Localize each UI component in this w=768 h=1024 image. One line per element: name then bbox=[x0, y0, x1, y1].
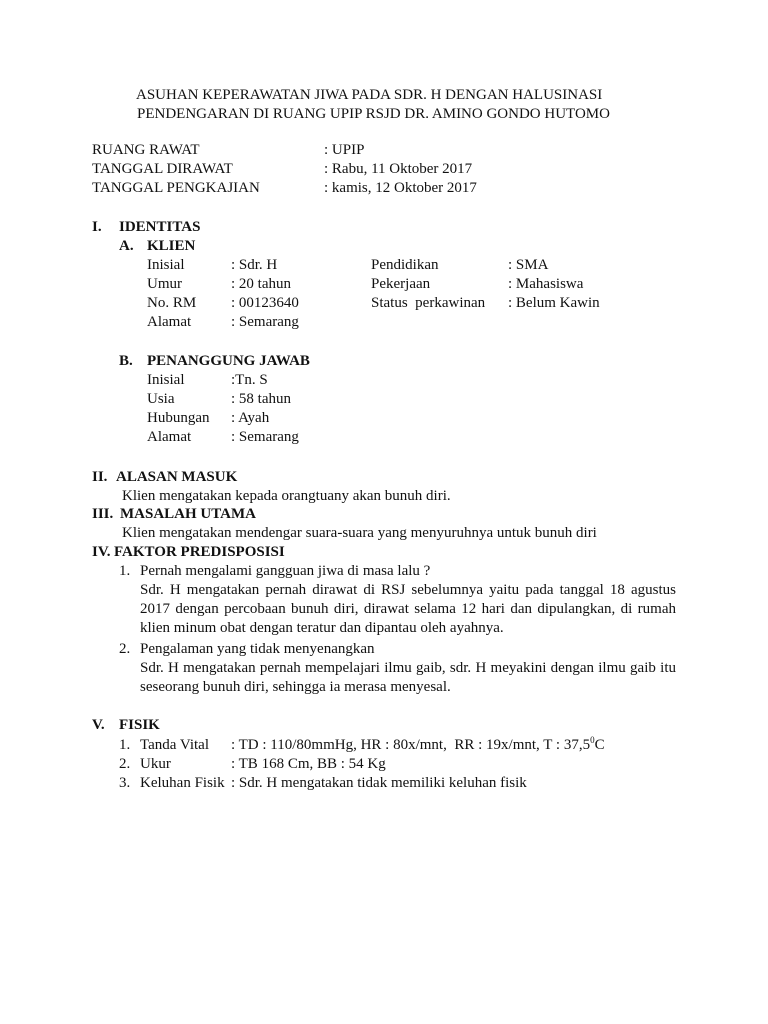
klien-label-pekerjaan: Pekerjaan bbox=[371, 276, 431, 292]
section-number-identitas: I. bbox=[92, 219, 102, 235]
penanggung-value-hubungan: : Ayah bbox=[231, 410, 270, 426]
klien-value-alamat: : Semarang bbox=[231, 314, 299, 330]
fisik-item-1-number: 1. bbox=[119, 737, 131, 753]
fisik-item-3-value: : Sdr. H mengatakan tidak memiliki keluhan fisik bbox=[231, 775, 527, 791]
fisik-item-2-number: 2. bbox=[119, 756, 131, 772]
alasan-text: Klien mengatakan kepada orangtuany akan bunuh diri. bbox=[122, 488, 451, 504]
section-heading-identitas: IDENTITAS bbox=[119, 219, 201, 235]
penanggung-label-hubungan: Hubungan bbox=[147, 410, 210, 426]
klien-label-umur: Umur bbox=[147, 276, 182, 292]
section-heading-alasan: ALASAN MASUK bbox=[116, 469, 238, 485]
klien-label-inisial: Inisial bbox=[147, 257, 185, 273]
fisik-item-1-superscript: 0 bbox=[590, 735, 595, 745]
document-title-line-2: PENDENGARAN DI RUANG UPIP RSJD DR. AMINO GONDO HUTOMO bbox=[137, 106, 610, 122]
klien-value-pendidikan: : SMA bbox=[508, 257, 549, 273]
section-number-faktor: IV. bbox=[92, 544, 111, 560]
fisik-item-1-label: Tanda Vital bbox=[140, 737, 210, 753]
penanggung-label-alamat: Alamat bbox=[147, 429, 192, 445]
section-number-alasan: II. bbox=[92, 469, 108, 485]
klien-label-alamat: Alamat bbox=[147, 314, 192, 330]
fisik-item-2-value: : TB 168 Cm, BB : 54 Kg bbox=[231, 756, 386, 772]
fisik-item-1-value-line bbox=[231, 736, 605, 755]
faktor-item-1-number: 1. bbox=[119, 563, 131, 579]
klien-value-umur: : 20 tahun bbox=[231, 276, 291, 292]
subsection-heading-klien: KLIEN bbox=[147, 238, 196, 254]
fisik-item-2-label: Ukur bbox=[140, 756, 171, 772]
klien-label-status-perkawinan: Status perkawinan bbox=[371, 295, 486, 311]
section-number-masalah: III. bbox=[92, 506, 114, 522]
subsection-letter-klien: A. bbox=[119, 238, 134, 254]
faktor-item-1-question: Pernah mengalami gangguan jiwa di masa lalu ? bbox=[140, 563, 431, 579]
klien-value-pekerjaan: : Mahasiswa bbox=[508, 276, 584, 292]
fisik-item-1-unit: C bbox=[594, 737, 605, 753]
penanggung-label-usia: Usia bbox=[147, 391, 175, 407]
header-label-ruang: RUANG RAWAT bbox=[92, 142, 200, 158]
klien-label-pendidikan: Pendidikan bbox=[371, 257, 439, 273]
document-title-line-1: ASUHAN KEPERAWATAN JIWA PADA SDR. H DENGAN HALUSINASI bbox=[136, 87, 603, 103]
header-value-tanggal-dirawat: : Rabu, 11 Oktober 2017 bbox=[324, 161, 473, 177]
faktor-item-2-number: 2. bbox=[119, 641, 131, 657]
section-heading-fisik: FISIK bbox=[119, 717, 160, 733]
header-value-tanggal-pengkajian: : kamis, 12 Oktober 2017 bbox=[324, 180, 477, 196]
fisik-item-3-label: Keluhan Fisik bbox=[140, 775, 225, 791]
header-label-tanggal-pengkajian: TANGGAL PENGKAJIAN bbox=[92, 180, 260, 196]
fisik-item-1-value: : TD : 110/80mmHg, HR : 80x/mnt, RR : 19x/mnt, T : 37,5 bbox=[231, 737, 591, 753]
faktor-item-2-answer: Sdr. H mengatakan pernah mempelajari ilmu gaib, sdr. H meyakini dengan ilmu gaib itu seseorang bunuh diri, sehingga ia merasa menyesal. bbox=[140, 660, 676, 695]
subsection-heading-penanggung: PENANGGUNG JAWAB bbox=[147, 353, 310, 369]
klien-value-no-rm: : 00123640 bbox=[231, 295, 299, 311]
klien-value-inisial: : Sdr. H bbox=[231, 257, 278, 273]
penanggung-value-usia: : 58 tahun bbox=[231, 391, 291, 407]
masalah-text: Klien mengatakan mendengar suara-suara yang menyuruhnya untuk bunuh diri bbox=[122, 525, 597, 541]
faktor-item-2-question: Pengalaman yang tidak menyenangkan bbox=[140, 641, 375, 657]
header-value-ruang: : UPIP bbox=[324, 142, 365, 158]
header-label-tanggal-dirawat: TANGGAL DIRAWAT bbox=[92, 161, 233, 177]
fisik-item-3-number: 3. bbox=[119, 775, 131, 791]
klien-label-no-rm: No. RM bbox=[147, 295, 197, 311]
section-number-fisik: V. bbox=[92, 717, 105, 733]
penanggung-value-inisial: :Tn. S bbox=[231, 372, 268, 388]
section-heading-faktor: FAKTOR PREDISPOSISI bbox=[114, 544, 285, 560]
faktor-item-1-answer: Sdr. H mengatakan pernah dirawat di RSJ sebelumnya yaitu pada tanggal 18 agustus 2017 dengan percobaan bunuh diri, dirawat selama 12 hari dan dipulangkan, di rumah klien minum obat dengan teratur dan dipantau oleh ayahnya. bbox=[140, 582, 676, 636]
section-heading-masalah: MASALAH UTAMA bbox=[120, 506, 256, 522]
subsection-letter-penanggung: B. bbox=[119, 353, 133, 369]
penanggung-value-alamat: : Semarang bbox=[231, 429, 299, 445]
klien-value-status-perkawinan: : Belum Kawin bbox=[508, 295, 600, 311]
penanggung-label-inisial: Inisial bbox=[147, 372, 185, 388]
